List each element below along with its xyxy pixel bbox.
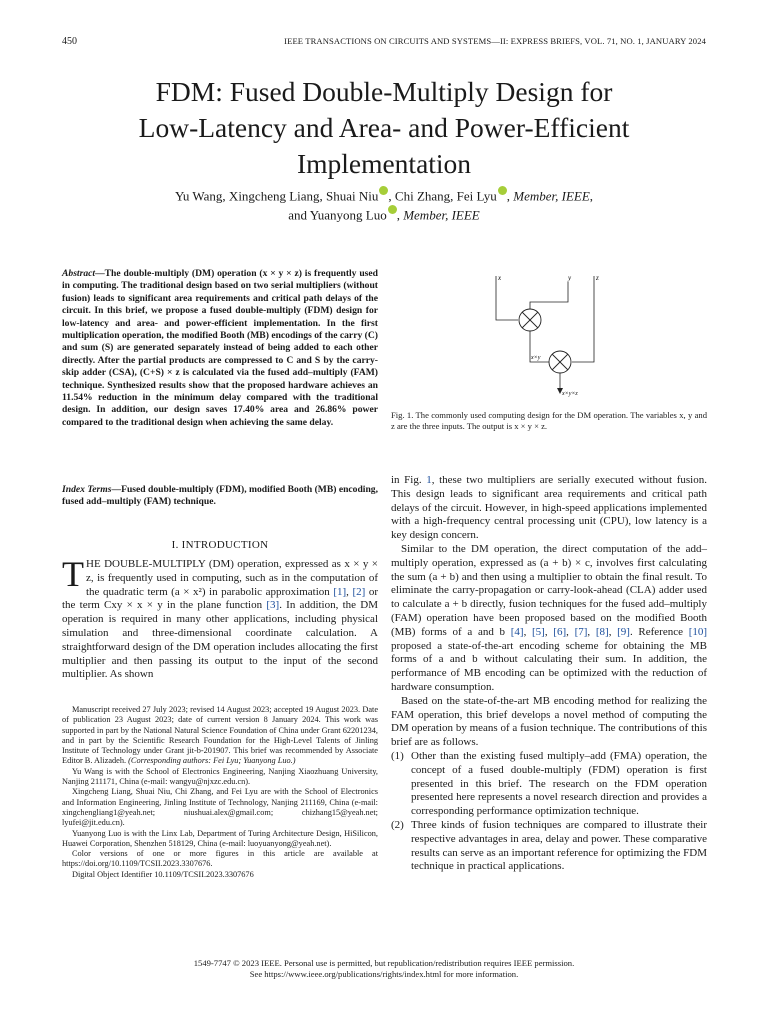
body-text: . Reference	[629, 625, 689, 638]
footnote-manuscript	[62, 705, 378, 767]
title-line-1: FDM: Fused Double-Multiply Design for	[155, 76, 613, 107]
index-terms	[62, 484, 378, 509]
body-text: Similar to the DM operation, the direct computation of the add–multiply operation, expressed as (a + b) × c, involves first calculating the sum (a + b) and then using a multiplier to obtain the final result. To eliminate the carry-propagation or carry-look-ahead (CLA) adder used to calculate a + b directly, fusion techniques for the fused add–multiply (FAM) operation have been proposed based on the modified Booth (MB) forms of a and b	[391, 542, 707, 638]
figure-link[interactable]: 1	[426, 474, 432, 486]
figure-label-y: y	[568, 274, 572, 282]
footnote	[62, 705, 378, 880]
author-comma: ,	[589, 188, 594, 204]
list-item-number: (1)	[391, 749, 404, 762]
index-terms-lead: Index Terms	[62, 484, 112, 495]
body-text: in Fig.	[391, 474, 427, 486]
wire-z	[572, 276, 594, 362]
body-paragraph: Based on the state-of-the-art MB encoding method for realizing the FAM operation, this brief develops a novel method of computing the DM operation by means of a fusion technique. The contributions of this brief are as follows.	[391, 694, 707, 749]
list-item-number: (2)	[391, 818, 404, 831]
abstract-lead: Abstract	[62, 268, 96, 279]
body-text: , these two multipliers are serially executed without fusion. This design leads to significant area requirements and critical path delays of the circuit. However, in high-speed applications implemented with a high-frequency central processing unit (CPU), low latency is a key design concern.	[391, 474, 707, 542]
wire-y	[530, 282, 568, 310]
list-item-text: Three kinds of fusion techniques are compared to illustrate their respective advantages in area, delay and power. These comparative results can serve as an important reference for optimizing the FDM technique in practical applications.	[411, 818, 707, 873]
orcid-icon[interactable]	[388, 205, 397, 214]
right-column-body	[391, 474, 707, 874]
copyright-line-1: 1549-7747 © 2023 IEEE. Personal use is permitted, but republication/redistribution requires IEEE permission.	[193, 958, 575, 968]
author-names-2: , Chi Zhang, Fei Lyu	[388, 188, 497, 204]
page-number: 450	[62, 36, 77, 47]
wire-x	[496, 276, 518, 320]
orcid-icon[interactable]	[498, 186, 507, 195]
intro-para-a: HE DOUBLE-MULTIPLY (DM) operation, expressed as x × y × z, is frequently used in computing, such as in the computation of the quadratic term (a × x²) in parabolic approximation	[86, 558, 378, 598]
citation-link[interactable]: [1]	[333, 585, 347, 598]
citation-link[interactable]: [8]	[595, 625, 609, 638]
multiplier-1-icon	[519, 309, 541, 331]
author-sep: ,	[396, 207, 404, 223]
footnote-manuscript-text: Manuscript received 27 July 2023; revised 14 August 2023; accepted 19 August 2023. Date of publication 23 August 2023; date of current version 8 January 2024. This work was supported in part by the National Natural Science Foundation of China under Grant 62201234, and in part by the Scientific Research Foundation for the High-Level Talents of Jinling Institute of Technology under Grant jit-b-201907. This brief was recommended by Associate Editor B. Alizadeh.	[62, 705, 378, 766]
citation-link[interactable]: [4]	[510, 625, 524, 638]
member-title: Member, IEEE	[513, 188, 590, 204]
footnote-affiliation: Yu Wang is with the School of Electronics Engineering, Nanjing Xiaozhuang University, Nanjing 211171, China (e-mail: wangyu@njxzc.edu.cn).	[62, 766, 378, 787]
list-item-text: Other than the existing fused multiply–add (FMA) operation, the concept of a fused double-multiply (FDM) operation is first presented in this brief. The research on the FDM operation presented here represents a novel research direction and provides a corresponding performance optimization technique.	[411, 749, 707, 818]
citation-link[interactable]: [3]	[266, 599, 280, 612]
list-item	[391, 750, 707, 819]
list-item	[391, 819, 707, 874]
title-line-3: Implementation	[296, 148, 472, 179]
corresponding-authors: (Corresponding authors: Fei Lyu; Yuanyong Luo.)	[128, 756, 296, 766]
drop-cap: T	[62, 554, 84, 594]
abstract	[62, 268, 378, 429]
author-sep: ,	[506, 188, 514, 204]
section-heading: I. INTRODUCTION	[171, 539, 269, 551]
intro-text	[62, 554, 379, 682]
author-names-3: and Yuanyong Luo	[288, 207, 387, 223]
citation-link[interactable]: [7]	[574, 625, 588, 638]
footnote-color: Color versions of one or more figures in this article are available at https://doi.org/10.1109/TCSII.2023.3307676.	[62, 849, 378, 869]
contributions-list	[391, 750, 707, 874]
figure-caption: Fig. 1. The commonly used computing design for the DM operation. The variables x, y and z are the three inputs. The output is x × y × z.	[391, 410, 707, 431]
paper-title	[40, 74, 728, 182]
abstract-text: —The double-multiply (DM) operation (x × y × z) is frequently used in computing. The traditional design based on two serial multipliers (without fusion) leads to significant area requirements and critical path delays of the circuit. In this brief, we propose a fused double-multiply (FDM) design for low-latency and area- and power-efficient implementation. In the first multiplication operation, the modified Booth (MB) encodings of the carry (C) and sum (S) are generated separately instead of being added to each other directly. After the partial products are compressed to C and S by the carry-skip adder (CSA), (C+S) × z is calculated via the fused add–multiply (FAM) technique. Synthesized results show that the proposed hardware achieves an 11.54% reduction in the minimum delay compared with the traditional design. In addition, our design saves 17.40% area and 26.86% power compared to the traditional design when achieving the same delay.	[62, 268, 378, 428]
copyright-notice	[40, 958, 728, 980]
footnote-affiliation: Yuanyong Luo is with the Linx Lab, Department of Turing Architecture Design, HiSilicon, Huawei Corporation, Shenzhen 518129, China (e-mail: luoyuanyong@yeah.net).	[62, 828, 378, 848]
citation-link[interactable]: [2]	[352, 585, 366, 598]
author-list	[40, 186, 728, 225]
figure-label-z: z	[596, 274, 599, 282]
figure-1-diagram	[480, 270, 630, 406]
figure-label-x: x	[498, 274, 502, 282]
index-terms-text: —Fused double-multiply (FDM), modified Booth (MB) encoding, fused add–multiply (FAM) technique.	[62, 484, 379, 508]
running-head: IEEE TRANSACTIONS ON CIRCUITS AND SYSTEMS—II: EXPRESS BRIEFS, VOL. 71, NO. 1, JANUARY 2024	[284, 36, 706, 46]
body-text: proposed a state-of-the-art encoding scheme for obtaining the MB forms of a and b without calculating their sum. In addition, the performance of MB encoding can be optimized with the reduction of hardware consumption.	[391, 639, 707, 693]
title-line-2: Low-Latency and Area- and Power-Efficient	[138, 112, 630, 143]
figure-label-xy: x×y	[531, 355, 541, 361]
citation-link[interactable]: [5]	[532, 625, 545, 638]
body-paragraph: Similar to the DM operation, the direct computation of the add–multiply operation, expressed as (a + b) × c, involves first calculating the sum (a + b) and then using a multiplier to obtain the final result. To eliminate the carry-propagation or carry-look-ahead (CLA) adder used to calculate a + b directly, fusion techniques for the fused add–multiply (FAM) operation have been proposed based on the modified Booth (MB) forms of a and b [4], [5], [6], [7], [8], [9]. Reference [10] proposed a state-of-the-art encoding scheme for obtaining the MB forms of a and b without calculating their sum. In addition, the performance of MB encoding can be optimized with the reduction of hardware consumption.	[391, 542, 708, 693]
citation-link[interactable]: [6]	[553, 625, 567, 638]
footnote-doi: Digital Object Identifier 10.1109/TCSII.2023.3307676	[72, 869, 254, 879]
figure-label-xyz: x×y×z	[562, 391, 578, 397]
footnote-affiliation: Xingcheng Liang, Shuai Niu, Chi Zhang, and Fei Lyu are with the School of Electronics and Information Engineering, Jinling Institute of Technology, Nanjing 211169, China (e-mail: xingchengliang1@yeah.net; niushuai.alex@gmail.com; chizhang15@yeah.net; lyufei@jit.edu.cn).	[62, 787, 378, 828]
citation-link[interactable]: [10]	[688, 625, 708, 638]
author-names-1: Yu Wang, Xingcheng Liang, Shuai Niu	[174, 188, 379, 204]
intro-para-c: or the term Cxy × x × y in the plane function	[62, 585, 379, 612]
citation-link[interactable]: [9]	[617, 625, 630, 638]
intro-para-d: . In addition, the DM operation is required in many other applications, including physical simulation and three-dimensional coordinate calculation. A straightforward design of the DM operation includes allocating the first multiplier and then passing its output to the input of the second multiplier. As shown	[62, 599, 378, 681]
multiplier-2-icon	[549, 351, 571, 373]
member-title: Member, IEEE	[403, 207, 480, 223]
copyright-line-2: See https://www.ieee.org/publications/rights/index.html for more information.	[249, 968, 519, 979]
body-paragraph	[391, 474, 707, 543]
intro-para-b: ,	[346, 585, 353, 598]
